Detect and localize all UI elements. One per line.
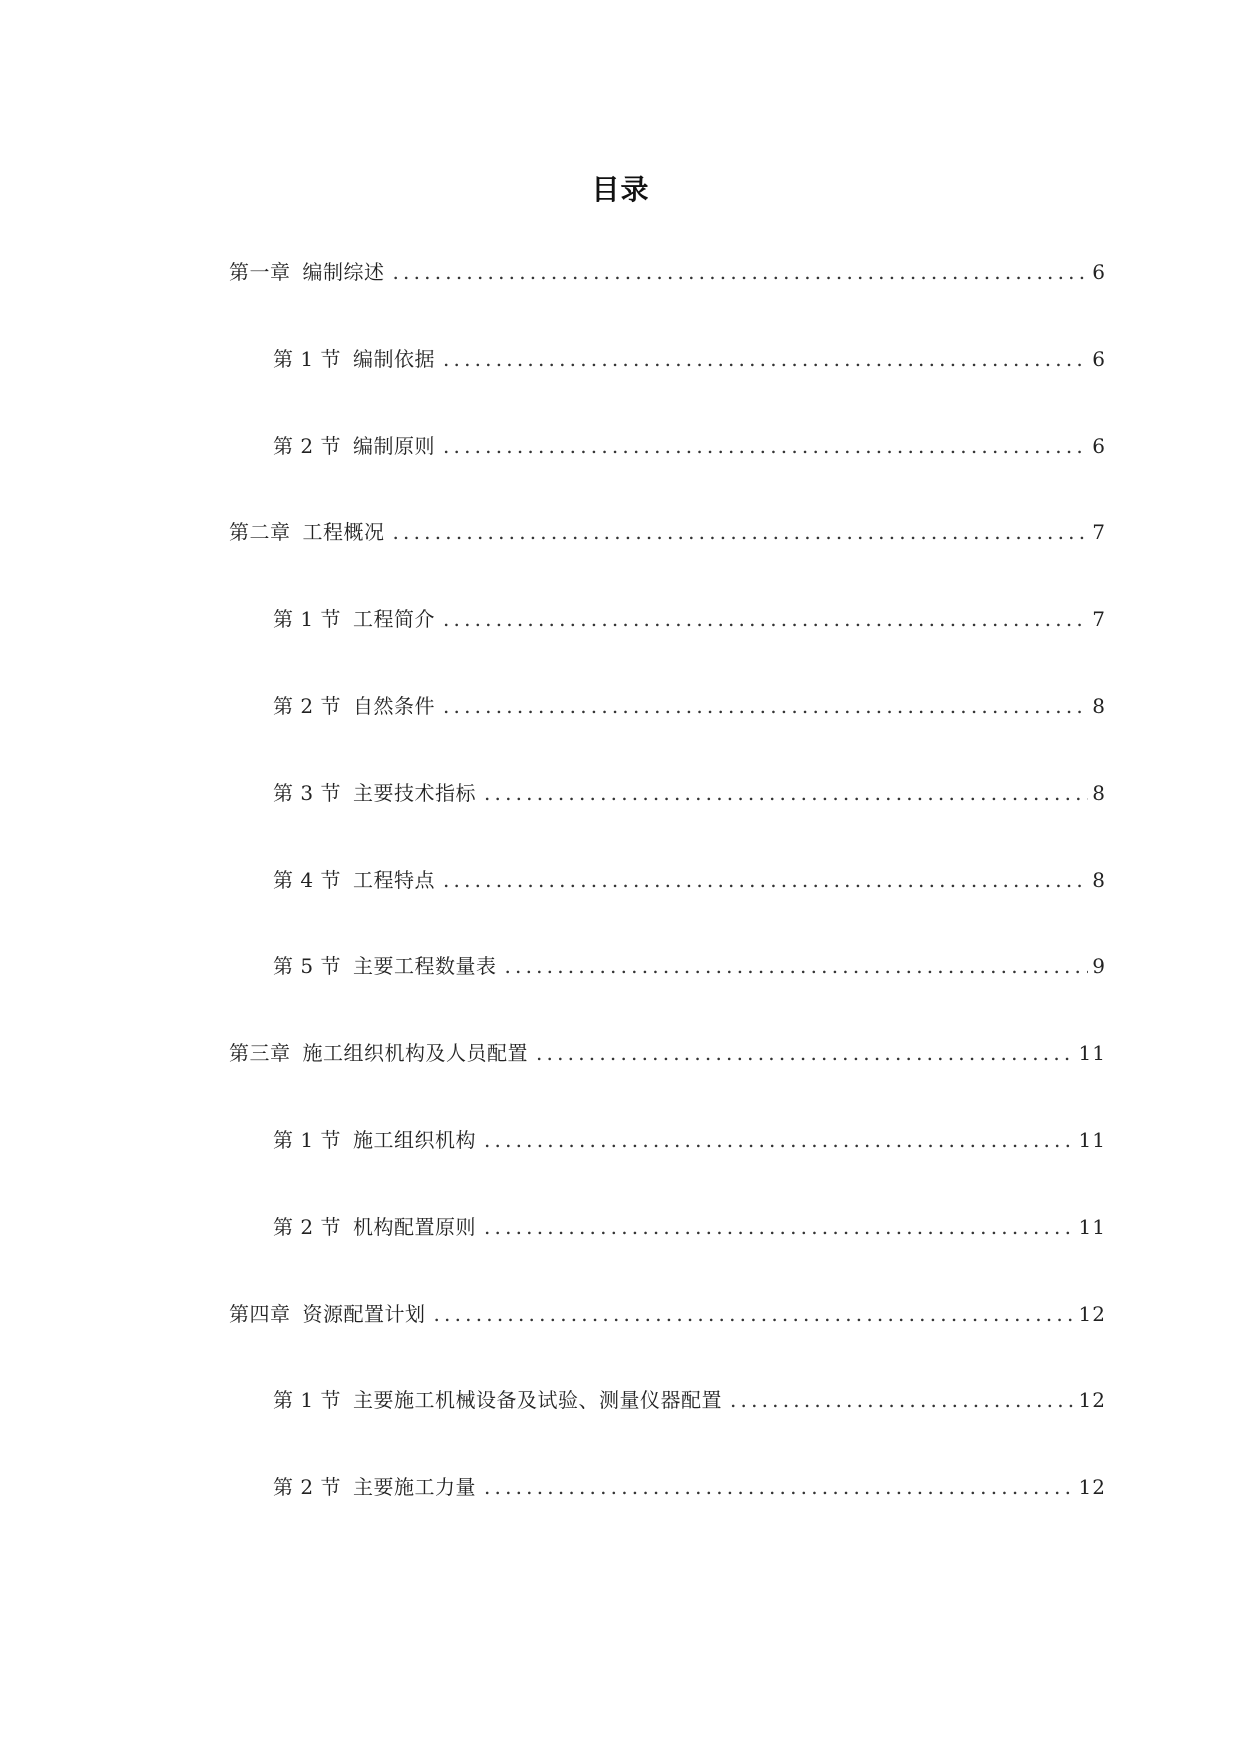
toc-dot-leader (484, 1473, 1075, 1501)
toc-section-entry[interactable] (0, 1126, 1241, 1213)
toc-page-number: 11 (1078, 1041, 1106, 1066)
toc-entry-label (273, 952, 496, 980)
toc-entry-text: 编制综述 (302, 260, 385, 284)
toc-entry-number: 第 4 节 (273, 867, 341, 892)
toc-entry-number: 第 1 节 (273, 346, 341, 371)
toc-section-entry[interactable] (0, 1473, 1241, 1560)
toc-dot-leader (443, 605, 1088, 633)
toc-entry-label (273, 1213, 476, 1241)
toc-dot-leader (484, 1213, 1075, 1241)
toc-entry-label (273, 432, 435, 460)
toc-chapter-entry[interactable] (0, 1039, 1241, 1126)
toc-entry-number: 第 2 节 (273, 1475, 341, 1500)
toc-section-entry[interactable] (0, 952, 1241, 1039)
toc-entry-label (229, 1039, 528, 1067)
toc-page-number: 6 (1092, 433, 1106, 458)
toc-entry-label (273, 1126, 476, 1154)
toc-entry-label (229, 518, 385, 546)
toc-page-number: 7 (1092, 520, 1106, 545)
toc-dot-leader (484, 779, 1088, 807)
toc-section-entry[interactable] (0, 692, 1241, 779)
toc-page-number: 7 (1092, 607, 1106, 632)
toc-entry-label (229, 1300, 426, 1328)
toc-page-number: 9 (1092, 954, 1106, 979)
toc-dot-leader (393, 518, 1089, 546)
toc-section-entry[interactable] (0, 866, 1241, 953)
toc-entry-text: 自然条件 (352, 693, 435, 718)
toc-dot-leader (443, 692, 1088, 720)
toc-entry-text: 资源配置计划 (302, 1301, 426, 1326)
toc-page-number: 12 (1078, 1301, 1106, 1326)
toc-page-number: 8 (1092, 867, 1106, 892)
toc-entry-label (273, 345, 435, 373)
toc-entry-label (273, 605, 435, 633)
page-title: 目录 (591, 173, 650, 206)
toc-entry-text: 主要施工力量 (352, 1475, 476, 1500)
toc-dot-leader (484, 1126, 1075, 1154)
toc-dot-leader (443, 432, 1088, 460)
toc-dot-leader (504, 952, 1088, 980)
toc-entry-number: 第 2 节 (273, 433, 341, 458)
toc-entry-label (273, 1386, 722, 1414)
toc-dot-leader (443, 866, 1088, 894)
toc-entry-label (273, 779, 476, 807)
toc-entry-label (273, 692, 435, 720)
toc-entry-text: 施工组织机构及人员配置 (302, 1041, 528, 1066)
toc-chapter-entry[interactable] (0, 1300, 1241, 1387)
toc-dot-leader (443, 345, 1088, 373)
toc-entry-text: 工程特点 (352, 867, 435, 892)
toc-section-entry[interactable] (0, 779, 1241, 866)
toc-dot-leader (393, 258, 1089, 286)
toc-dot-leader (434, 1300, 1075, 1328)
toc-entry-text: 工程简介 (352, 607, 435, 632)
toc-entry-text: 主要技术指标 (352, 780, 476, 805)
toc-section-entry[interactable] (0, 1386, 1241, 1473)
toc-page-number: 12 (1078, 1388, 1106, 1413)
toc-entry-number: 第 3 节 (273, 780, 341, 805)
toc-entry-number: 第三章 (229, 1041, 291, 1066)
toc-section-entry[interactable] (0, 605, 1241, 692)
toc-page-number: 8 (1092, 780, 1106, 805)
toc-entry-number: 第 2 节 (273, 1214, 341, 1239)
toc-page-number: 8 (1092, 693, 1106, 718)
toc-section-entry[interactable] (0, 345, 1241, 432)
toc-entry-number: 第一章 (229, 260, 291, 284)
toc-page-number: 6 (1092, 346, 1106, 371)
toc-chapter-entry[interactable] (0, 518, 1241, 605)
toc-entry-text: 机构配置原则 (352, 1214, 476, 1239)
toc-section-entry[interactable] (0, 1213, 1241, 1300)
toc-entry-text: 主要工程数量表 (352, 954, 497, 979)
toc-dot-leader (730, 1386, 1075, 1414)
toc-page-number: 12 (1078, 1475, 1106, 1500)
toc-entry-number: 第 1 节 (273, 1388, 341, 1413)
toc-entry-number: 第 2 节 (273, 693, 341, 718)
toc-dot-leader (536, 1039, 1075, 1067)
toc-entry-number: 第 1 节 (273, 607, 341, 632)
toc-page-number: 6 (1092, 260, 1106, 284)
toc-entry-text: 主要施工机械设备及试验、测量仪器配置 (352, 1388, 722, 1413)
toc-entry-text: 编制原则 (352, 433, 435, 458)
toc-entry-text: 编制依据 (352, 346, 435, 371)
toc-entry-label (273, 1473, 476, 1501)
toc-chapter-entry[interactable] (0, 258, 1241, 345)
toc-entry-text: 工程概况 (302, 520, 385, 545)
toc-page-number: 11 (1078, 1127, 1106, 1152)
toc-entry-label (273, 866, 435, 894)
toc-entry-text: 施工组织机构 (352, 1127, 476, 1152)
toc-entry-number: 第二章 (229, 520, 291, 545)
toc-page-number: 11 (1078, 1214, 1106, 1239)
toc-entry-label (229, 258, 385, 286)
toc-entry-number: 第四章 (229, 1301, 291, 1326)
toc-section-entry[interactable] (0, 432, 1241, 519)
toc-list (0, 258, 1241, 1560)
toc-entry-number: 第 5 节 (273, 954, 341, 979)
toc-entry-number: 第 1 节 (273, 1127, 341, 1152)
